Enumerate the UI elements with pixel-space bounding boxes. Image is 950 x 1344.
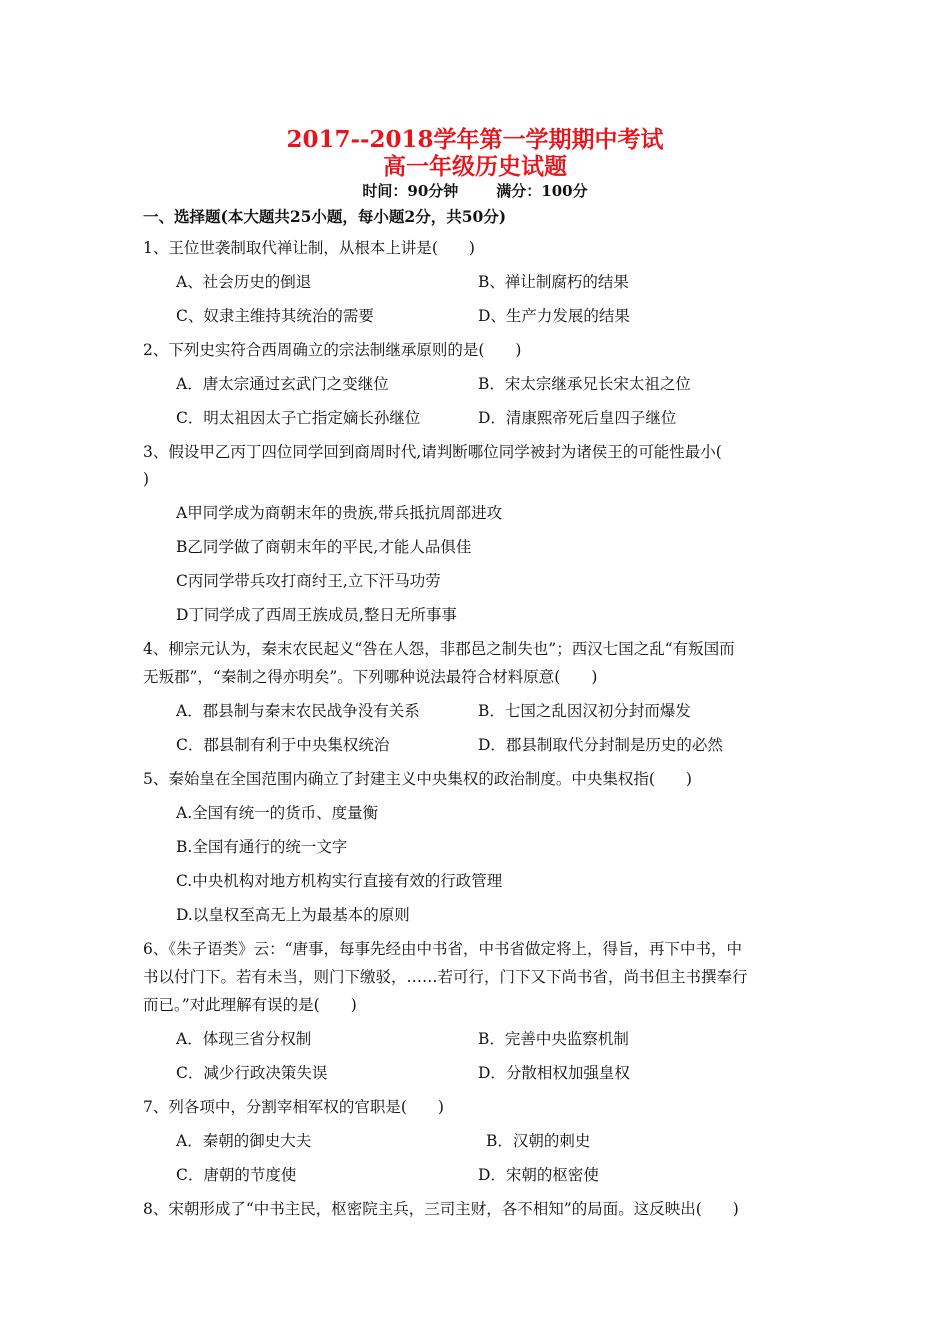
question-5-option-d: D.以皇权至高无上为最基本的原则 [176, 906, 410, 924]
question-6-option-b: B．完善中央监察机制 [478, 1030, 629, 1048]
question-8-stem: 8、宋朝形成了“中书主民，枢密院主兵，三司主财，各不相知”的局面。这反映出( ) [143, 1200, 739, 1218]
question-5-option-b: B.全国有通行的统一文字 [176, 838, 348, 856]
question-3-option-a: A甲同学成为商朝末年的贵族,带兵抵抗周部进攻 [176, 504, 503, 522]
question-1-stem: 1、王位世袭制取代禅让制，从根本上讲是( ) [143, 239, 475, 257]
question-1-option-c: C、奴隶主维持其统治的需要 [176, 307, 374, 325]
question-2-option-b: B．宋太宗继承兄长宋太祖之位 [478, 375, 691, 393]
question-1-option-d: D、生产力发展的结果 [478, 307, 630, 325]
section-heading: 一、选择题(本大题共25小题，每小题2分，共50分) [143, 207, 507, 226]
question-4-option-b: B．七国之乱因汉初分封而爆发 [478, 702, 691, 720]
question-6-stem: 6、《朱子语类》云：“唐事，每事先经由中书省，中书省做定将上，得旨，再下中书，中 [143, 940, 743, 958]
exam-title-line2: 高一年级历史试题 [383, 153, 567, 180]
question-7-option-a: A．秦朝的御史大夫 [176, 1132, 312, 1150]
question-6-option-c: C．减少行政决策失误 [176, 1064, 328, 1082]
question-4-option-a: A．郡县制与秦末农民战争没有关系 [176, 702, 420, 720]
question-2-option-d: D．清康熙帝死后皇四子继位 [478, 409, 677, 427]
exam-time: 时间：90分钟 [362, 182, 459, 200]
question-3-option-d: D丁同学成了西周王族成员,整日无所事事 [176, 606, 457, 624]
question-1-option-b: B、禅让制腐朽的结果 [478, 273, 629, 291]
question-6-stem-cont2: 而已。”对此理解有误的是( ) [143, 996, 357, 1014]
question-7-option-d: D．宋朝的枢密使 [478, 1166, 599, 1184]
question-7-option-b: B．汉朝的刺史 [486, 1132, 591, 1150]
question-2-option-c: C．明太祖因太子亡指定嫡长孙继位 [176, 409, 421, 427]
question-7-option-c: C．唐朝的节度使 [176, 1166, 297, 1184]
question-4-option-d: D．郡县制取代分封制是历史的必然 [478, 736, 723, 754]
question-5-option-c: C.中央机构对地方机构实行直接有效的行政管理 [176, 872, 503, 890]
question-7-stem: 7、列各项中，分割宰相军权的官职是( ) [143, 1098, 444, 1116]
question-3-stem: 3、假设甲乙丙丁四位同学回到商周时代,请判断哪位同学被封为诸侯王的可能性最小( [143, 443, 722, 461]
question-2-option-a: A．唐太宗通过玄武门之变继位 [176, 375, 389, 393]
question-6-option-a: A．体现三省分权制 [176, 1030, 312, 1048]
question-4-stem-cont: 无叛郡”，“秦制之得亦明矣”。下列哪种说法最符合材料原意( ) [143, 668, 598, 686]
question-4-option-c: C．郡县制有利于中央集权统治 [176, 736, 390, 754]
exam-score: 满分：100分 [496, 182, 588, 200]
question-3-stem-cont: ) [143, 470, 150, 488]
question-2-stem: 2、下列史实符合西周确立的宗法制继承原则的是( ) [143, 341, 522, 359]
exam-meta [0, 180, 950, 201]
question-6-stem-cont1: 书以付门下。若有未当，则门下缴驳，……若可行，门下又下尚书省，尚书但主书撰奉行 [143, 968, 748, 986]
question-5-option-a: A.全国有统一的货币、度量衡 [176, 804, 379, 822]
question-3-option-c: C丙同学带兵攻打商纣王,立下汗马功劳 [176, 572, 441, 590]
question-4-stem: 4、柳宗元认为，秦末农民起义“咎在人怨，非郡邑之制失也”；西汉七国之乱“有叛国而 [143, 640, 735, 658]
question-1-option-a: A、社会历史的倒退 [176, 273, 312, 291]
question-6-option-d: D．分散相权加强皇权 [478, 1064, 630, 1082]
exam-title-line1: 2017--2018学年第一学期期中考试 [286, 126, 664, 153]
question-3-option-b: B乙同学做了商朝末年的平民,才能人品俱佳 [176, 538, 472, 556]
question-5-stem: 5、秦始皇在全国范围内确立了封建主义中央集权的政治制度。中央集权指( ) [143, 770, 692, 788]
